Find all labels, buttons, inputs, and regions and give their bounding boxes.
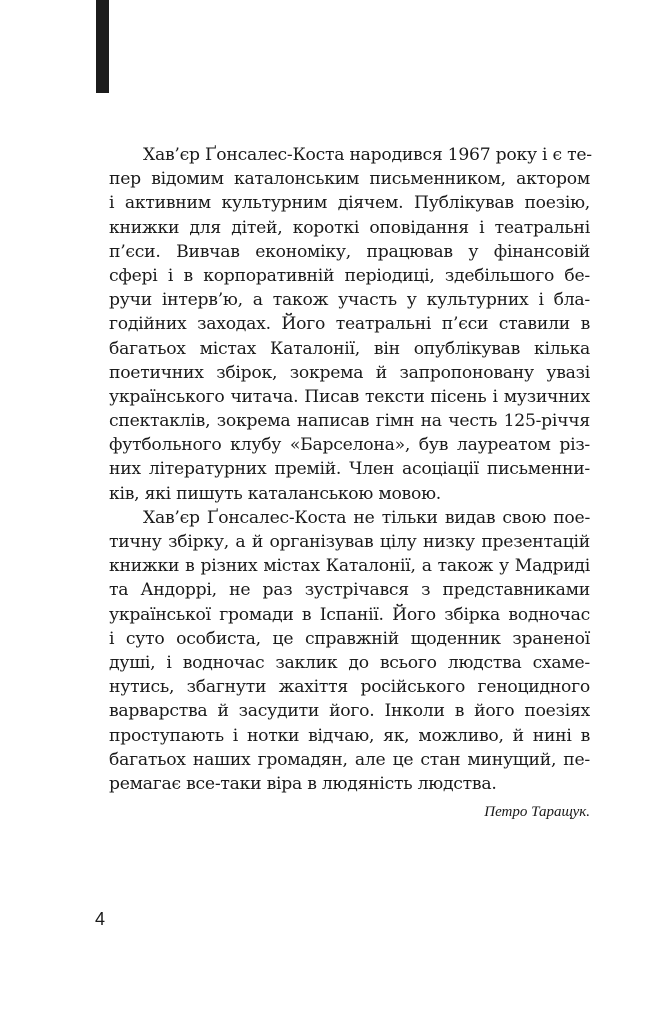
paragraph-1-line: них літературних премій. Член асоціації письменни- xyxy=(109,459,590,480)
paragraph-2-line: багатьох наших громадян, але це стан минущий, пе- xyxy=(109,749,590,770)
paragraph-1-line: і активним культурним діячем. Публікував поезію, xyxy=(109,193,590,214)
paragraph-1-line: пер відомим каталонським письменником, актором xyxy=(109,169,590,190)
page-number: 4 xyxy=(95,909,106,929)
paragraph-1-line: годійних заходах. Його театральні п’єси ставили в xyxy=(109,314,590,335)
paragraph-1-line: книжки для дітей, короткі оповідання і театральні xyxy=(109,217,590,238)
paragraph-2-line: нутись, збагнути жахіття російського геноцидного xyxy=(109,677,590,698)
paragraph-1-line: Хав’єр Ґонсалес-Коста народився 1967 року і є те- xyxy=(143,145,592,165)
paragraph-2-line: і суто особиста, це справжній щоденник зраненої xyxy=(109,628,590,649)
paragraph-1-line: спектаклів, зокрема написав гімн на честь 125-річчя xyxy=(109,411,590,432)
paragraph-2-line: душі, і водночас заклик до всього людства схаме- xyxy=(109,652,590,673)
paragraph-2-line: ремагає все-таки віра в людяність людства. xyxy=(109,773,497,794)
main-text xyxy=(109,143,590,796)
paragraph-2-line: тичну збірку, а й організував цілу низку презентацій xyxy=(109,532,590,552)
paragraph-1-line: українського читача. Писав тексти пісень і музичних xyxy=(109,386,590,407)
paragraph-1-line: поетичних збірок, зокрема й запропоновану увазі xyxy=(109,362,590,383)
paragraph-2-line: книжки в різних містах Каталонії, а також у Мадриді xyxy=(109,556,590,577)
paragraph-2-line: проступають і нотки відчаю, як, можливо, й нині в xyxy=(109,725,590,746)
paragraph-2-line: української громади в Іспанії. Його збірка водночас xyxy=(109,604,590,625)
author-signature: Петро Таращук. xyxy=(484,804,590,820)
paragraph-1-line: багатьох містах Каталонії, він опублікував кілька xyxy=(109,338,590,359)
paragraph-1-line: ків, які пишуть каталанською мовою. xyxy=(109,483,442,504)
paragraph-1-line: п’єси. Вивчав економіку, працював у фінансовій xyxy=(109,241,590,262)
paragraph-2-line: Хав’єр Ґонсалес-Коста не тільки видав свою пое- xyxy=(143,507,590,528)
paragraph-2-line: та Андоррі, не раз зустрічався з представниками xyxy=(109,580,590,601)
paragraph-1-line: футбольного клубу «Барселона», був лауреатом різ- xyxy=(109,435,590,456)
paragraph-1-line: ручи інтерв’ю, а також участь у культурних і бла- xyxy=(109,290,590,311)
paragraph-1-line: сфері і в корпоративній періодиці, здебільшого бе- xyxy=(109,265,590,286)
paragraph-2-line: варварства й засудити його. Інколи в його поезіях xyxy=(109,701,590,722)
decorative-bar xyxy=(96,0,109,93)
